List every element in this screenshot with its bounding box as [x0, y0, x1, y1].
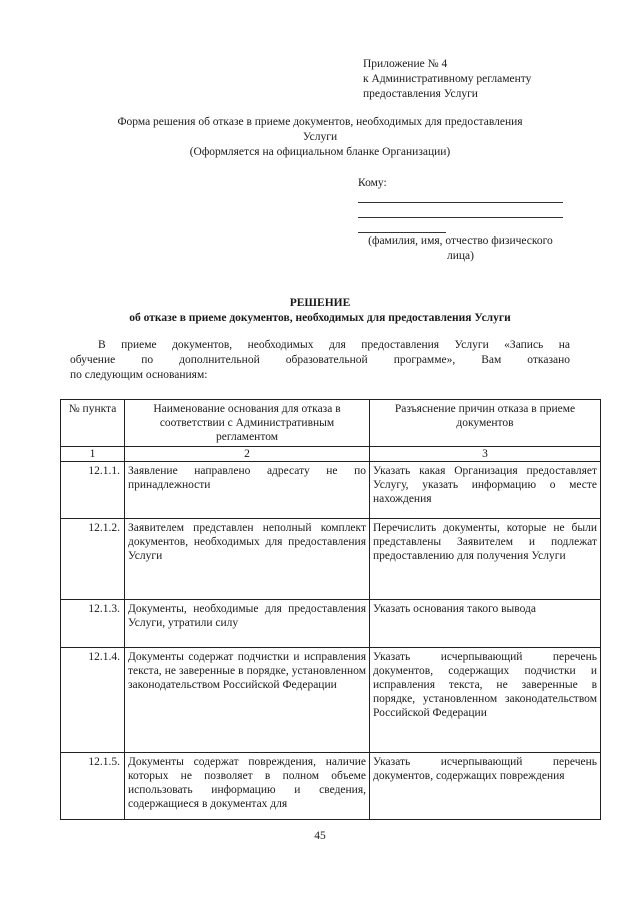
recipient-line-2: [358, 217, 563, 218]
row-explanation: Указать основания такого вывода: [370, 600, 601, 648]
page-number: 45: [314, 830, 326, 842]
index-col-2: 2: [125, 447, 370, 462]
header-explanation: Разъяснение причин отказа в приеме документов: [370, 400, 601, 447]
table-row: [61, 600, 601, 648]
header-reason: Наименование основания для отказа в соответствии с Административным регламентом: [125, 400, 370, 447]
row-reason: Документы содержат подчистки и исправления текста, не заверенные в порядке, установленном законодательством Российской Федерации: [125, 648, 370, 753]
index-col-1: 1: [61, 447, 125, 462]
appendix-service: предоставления Услуги: [363, 88, 478, 100]
row-number: 12.1.4.: [61, 648, 125, 753]
refusal-grounds-table: [60, 399, 601, 820]
recipient-label: Кому:: [358, 177, 387, 189]
row-reason: Документы содержат повреждения, наличие которых не позволяет в полном объеме использовать информацию и сведения, содержащиеся в документах для: [125, 753, 370, 820]
row-explanation: Указать исчерпывающий перечень документов, содержащих подчистки и исправления текста, не заверенные в порядке, установленном законодательством Российской Федерации: [370, 648, 601, 753]
recipient-line-3: [358, 232, 446, 233]
header-item-number: № пункта: [61, 400, 125, 447]
recipient-line-1: [358, 202, 563, 203]
intro-line1: В приеме документов, необходимых для предоставления Услуги «Запись на: [98, 339, 570, 351]
row-number: 12.1.5.: [61, 753, 125, 820]
table-row: [61, 753, 601, 820]
appendix-reference: [363, 57, 531, 102]
recipient-caption-line1: (фамилия, имя, отчество физического: [368, 235, 553, 247]
form-title-line1: Форма решения об отказе в приеме документов, необходимых для предоставления: [117, 116, 523, 128]
intro-line2: обучение по дополнительной образовательной программе», Вам отказано: [70, 354, 570, 366]
decision-subtitle: об отказе в приеме документов, необходимых для предоставления Услуги: [129, 312, 511, 324]
index-col-3: 3: [370, 447, 601, 462]
table-index-row: [61, 447, 601, 462]
decision-heading: [0, 296, 640, 326]
form-title-note: (Оформляется на официальном бланке Организации): [189, 146, 451, 158]
intro-paragraph: [70, 338, 570, 383]
appendix-number: Приложение № 4: [363, 58, 448, 70]
row-explanation: Перечислить документы, которые не были представлены Заявителем и подлежат предоставлению для получения Услуги: [370, 519, 601, 600]
decision-title: РЕШЕНИЕ: [289, 297, 351, 309]
table-header-row: [61, 400, 601, 447]
recipient-caption-line2: лица): [447, 250, 474, 262]
row-reason: Заявителем представлен неполный комплект документов, необходимых для предоставления Услуги: [125, 519, 370, 600]
form-title-line2: Услуги: [302, 131, 338, 143]
row-explanation: Указать какая Организация предоставляет Услугу, указать информацию о месте нахождения: [370, 462, 601, 519]
table-row: [61, 519, 601, 600]
row-reason: Документы, необходимые для предоставления Услуги, утратили силу: [125, 600, 370, 648]
row-reason: Заявление направлено адресату не по принадлежности: [125, 462, 370, 519]
appendix-regulation: к Административному регламенту: [363, 73, 532, 85]
row-number: 12.1.2.: [61, 519, 125, 600]
row-explanation: Указать исчерпывающий перечень документов, содержащих повреждения: [370, 753, 601, 820]
row-number: 12.1.3.: [61, 600, 125, 648]
form-title: [90, 115, 550, 160]
table-row: [61, 462, 601, 519]
row-number: 12.1.1.: [61, 462, 125, 519]
intro-line3: по следующим основаниям:: [70, 369, 208, 381]
table-row: [61, 648, 601, 753]
recipient-caption: [358, 234, 563, 264]
